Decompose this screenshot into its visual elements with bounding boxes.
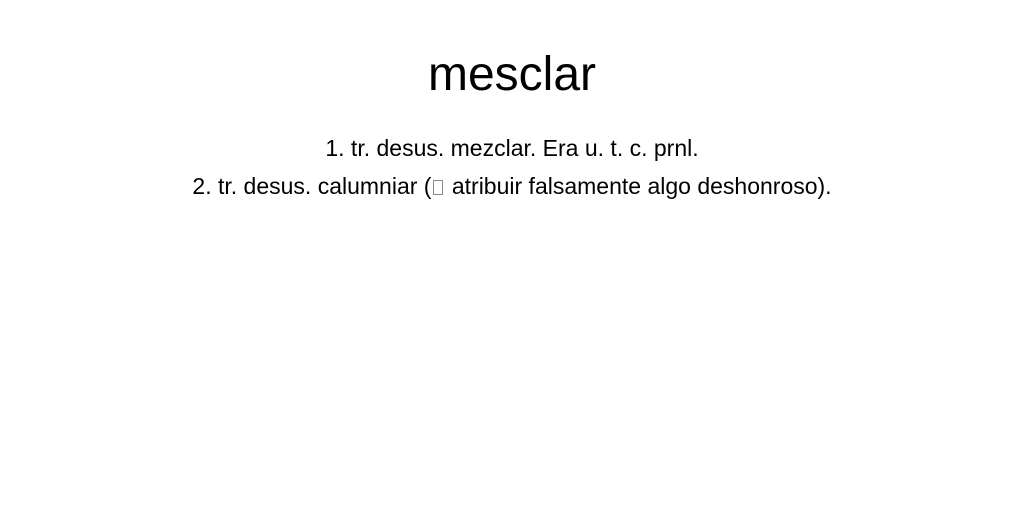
definition-2-text-after: atribuir falsamente algo deshonroso). — [445, 173, 832, 199]
definition-2-text-before: 2. tr. desus. calumniar ( — [192, 173, 432, 199]
definition-1: 1. tr. desus. mezclar. Era u. t. c. prnl. — [325, 135, 699, 161]
missing-glyph-icon — [433, 180, 443, 195]
definition-list — [0, 129, 1024, 205]
definition-2 — [0, 167, 1024, 205]
headword: mesclar — [427, 48, 597, 101]
